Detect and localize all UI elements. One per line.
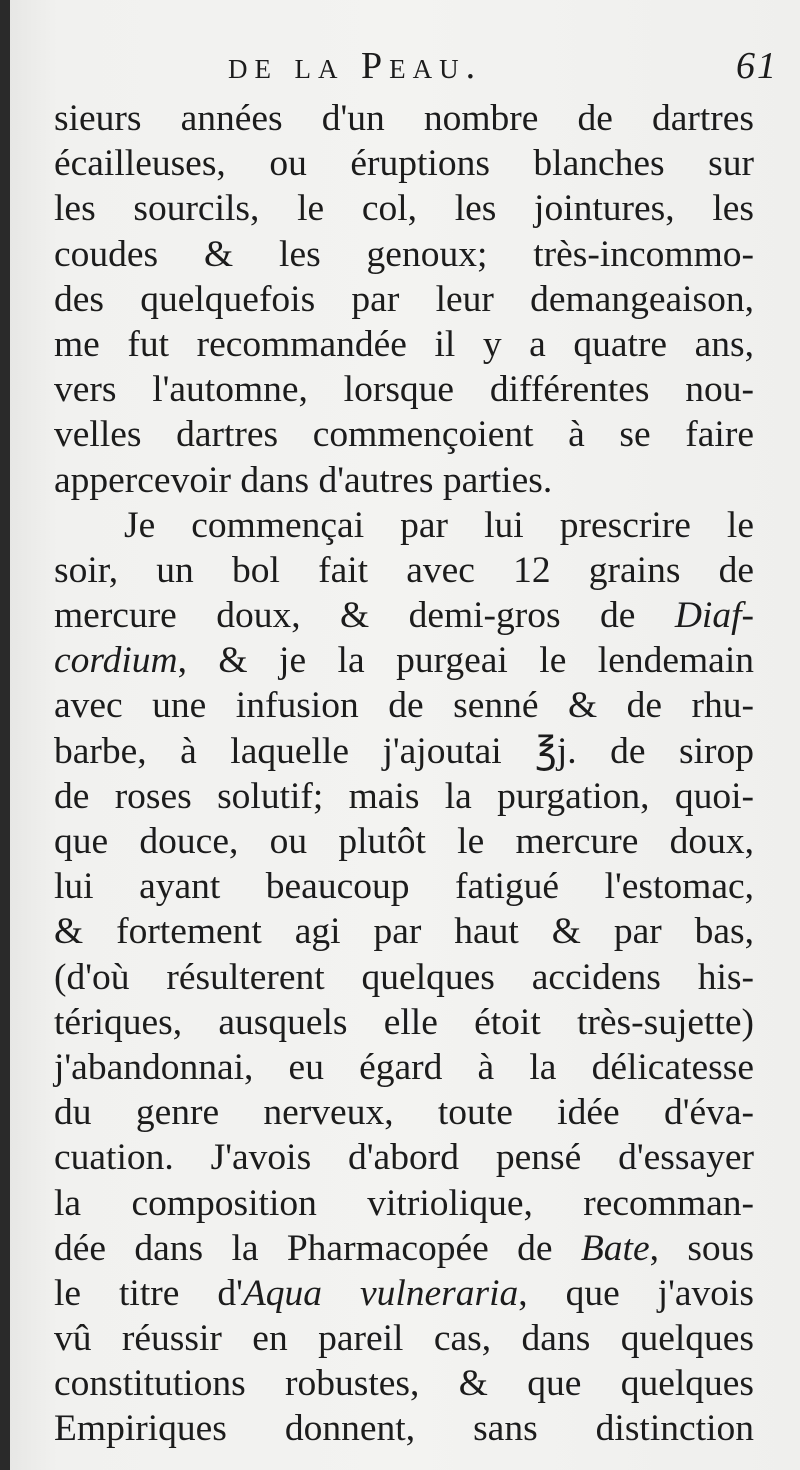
page-header	[10, 44, 800, 100]
text-line	[54, 593, 754, 638]
text-line	[54, 1135, 754, 1180]
line-text: vers l'automne, lorsque différentes nou-	[54, 369, 754, 411]
running-title: de la Peau.	[228, 45, 483, 87]
text-line	[54, 955, 754, 1000]
text-line	[54, 1000, 754, 1045]
line-text: appercevoir dans d'autres parties.	[54, 459, 553, 501]
text-line	[54, 683, 754, 728]
text-line	[54, 1361, 754, 1406]
text-line	[54, 367, 754, 412]
line-text: constitutions robustes, & que quelques	[54, 1363, 754, 1405]
line-text: vû réussir en pareil cas, dans quelques	[54, 1318, 754, 1360]
line-text: les sourcils, le col, les jointures, les	[54, 188, 754, 230]
line-text: lui ayant beaucoup fatigué l'estomac,	[54, 866, 754, 908]
line-text: la composition vitriolique, recomman-	[54, 1182, 754, 1224]
text-line	[54, 277, 754, 322]
text-line	[54, 909, 754, 954]
text-line	[54, 729, 754, 774]
body-text	[54, 96, 754, 1452]
text-line	[54, 774, 754, 819]
text-line	[54, 412, 754, 457]
line-text: velles dartres commençoient à se faire	[54, 414, 754, 456]
line-text: barbe, à laquelle j'ajoutai ℥j. de sirop	[54, 730, 754, 772]
text-line	[54, 864, 754, 909]
book-page	[10, 0, 800, 1470]
text-line	[54, 232, 754, 277]
line-text: écailleuses, ou éruptions blanches sur	[54, 143, 754, 185]
line-text: (d'où résulterent quelques accidens his-	[54, 956, 754, 998]
line-text: , sous	[649, 1227, 755, 1269]
line-text: avec une infusion de senné & de rhu-	[54, 685, 754, 727]
line-text: me fut recommandée il y a quatre ans,	[54, 323, 754, 365]
italic-text: Aqua vulneraria	[242, 1272, 519, 1314]
line-text: , que j'avois	[518, 1272, 754, 1314]
text-line	[54, 503, 754, 548]
line-text: soir, un bol fait avec 12 grains de	[54, 549, 754, 591]
line-text: Je commençai par lui prescrire le	[124, 504, 754, 546]
italic-text: Bate	[580, 1227, 650, 1269]
text-line	[54, 458, 754, 503]
line-text: j'abandonnai, eu égard à la délicatesse	[54, 1046, 754, 1088]
line-text: cuation. J'avois d'abord pensé d'essayer	[54, 1137, 754, 1179]
line-text: mercure doux, & demi-gros de	[54, 595, 675, 637]
page-number: 61	[736, 45, 778, 87]
line-text: coudes & les genoux; très-incommo-	[54, 233, 754, 275]
italic-text: cordium	[54, 640, 178, 682]
italic-text: Diaf-	[674, 595, 754, 637]
text-line	[54, 322, 754, 367]
line-text: tériques, ausquels elle étoit très-sujette)	[54, 1001, 754, 1043]
text-line	[54, 548, 754, 593]
text-line	[54, 1090, 754, 1135]
text-line	[54, 1045, 754, 1090]
text-line	[54, 819, 754, 864]
line-text: dée dans la Pharmacopée de	[54, 1227, 581, 1269]
line-text: & fortement agi par haut & par bas,	[54, 911, 754, 953]
text-line	[54, 1181, 754, 1226]
text-line	[54, 638, 754, 683]
text-line	[54, 141, 754, 186]
text-line	[54, 186, 754, 231]
text-line	[54, 1271, 754, 1316]
text-line	[54, 96, 754, 141]
line-text: des quelquefois par leur demangeaison,	[54, 278, 754, 320]
text-line	[54, 1226, 754, 1271]
line-text: Empiriques donnent, sans distinction	[54, 1408, 754, 1450]
line-text: le titre d'	[54, 1272, 243, 1314]
line-text: , & je la purgeai le lendemain	[177, 640, 754, 682]
line-text: sieurs années d'un nombre de dartres	[54, 98, 754, 139]
line-text: du genre nerveux, toute idée d'éva-	[54, 1092, 754, 1134]
line-text: que douce, ou plutôt le mercure doux,	[54, 821, 754, 862]
text-line	[54, 1316, 754, 1361]
line-text: de roses solutif; mais la purgation, quoi-	[54, 775, 754, 817]
text-line	[54, 1406, 754, 1451]
